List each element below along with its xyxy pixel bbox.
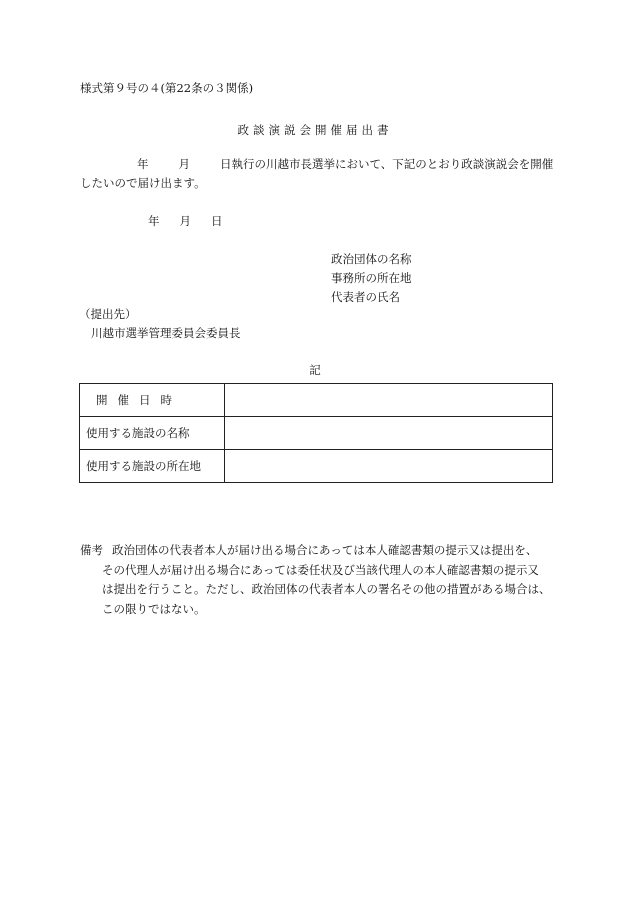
table-row bbox=[80, 384, 553, 417]
intro-month: 月 bbox=[178, 157, 190, 171]
submission-date bbox=[148, 213, 223, 229]
representative-label: 代表者の氏名 bbox=[331, 290, 400, 304]
table-row bbox=[80, 450, 553, 483]
row-label-facility-name: 使用する施設の名称 bbox=[80, 417, 225, 450]
date-day: 日 bbox=[211, 214, 223, 228]
row-label-datetime: 開催日時 bbox=[80, 384, 225, 417]
intro-day-text: 日執行の川越市長選挙において、下記のとおり政談演説会を開催 bbox=[220, 157, 554, 171]
submit-to-recipient: 川越市選挙管理委員会委員長 bbox=[91, 326, 241, 340]
ki-heading: 記 bbox=[309, 363, 321, 377]
remarks-block bbox=[80, 541, 560, 619]
table-row bbox=[80, 417, 553, 450]
remarks-line: 政治団体の代表者本人が届け出る場合にあっては本人確認書類の提示又は提出を、 bbox=[112, 543, 538, 557]
intro-paragraph bbox=[80, 155, 555, 193]
remarks-line: は提出を行うこと。ただし、政治団体の代表者本人の署名その他の措置がある場合は、 bbox=[102, 582, 551, 596]
row-label-facility-address: 使用する施設の所在地 bbox=[80, 450, 225, 483]
date-year: 年 bbox=[148, 214, 160, 228]
remarks-line: この限りではない。 bbox=[102, 601, 206, 616]
signer-block bbox=[331, 250, 412, 307]
remarks-head: 備考 bbox=[80, 543, 103, 557]
intro-year: 年 bbox=[137, 157, 149, 171]
remarks-line: その代理人が届け出る場合にあっては委任状及び当該代理人の本人確認書類の提示又 bbox=[102, 562, 539, 577]
office-address-label: 事務所の所在地 bbox=[331, 271, 412, 285]
details-table bbox=[79, 383, 553, 483]
row-value-facility-address[interactable] bbox=[225, 450, 553, 483]
org-name-label: 政治団体の名称 bbox=[331, 252, 412, 266]
row-value-datetime[interactable] bbox=[225, 384, 553, 417]
document-title: 政談演説会開催届出書 bbox=[237, 123, 393, 137]
submit-to-label: （提出先） bbox=[79, 307, 137, 321]
date-month: 月 bbox=[179, 214, 191, 228]
row-value-facility-name[interactable] bbox=[225, 417, 553, 450]
submit-to-block bbox=[79, 305, 241, 343]
intro-line2: したいので届け出ます。 bbox=[80, 176, 206, 190]
form-number: 様式第９号の４(第22条の３関係) bbox=[80, 81, 254, 95]
